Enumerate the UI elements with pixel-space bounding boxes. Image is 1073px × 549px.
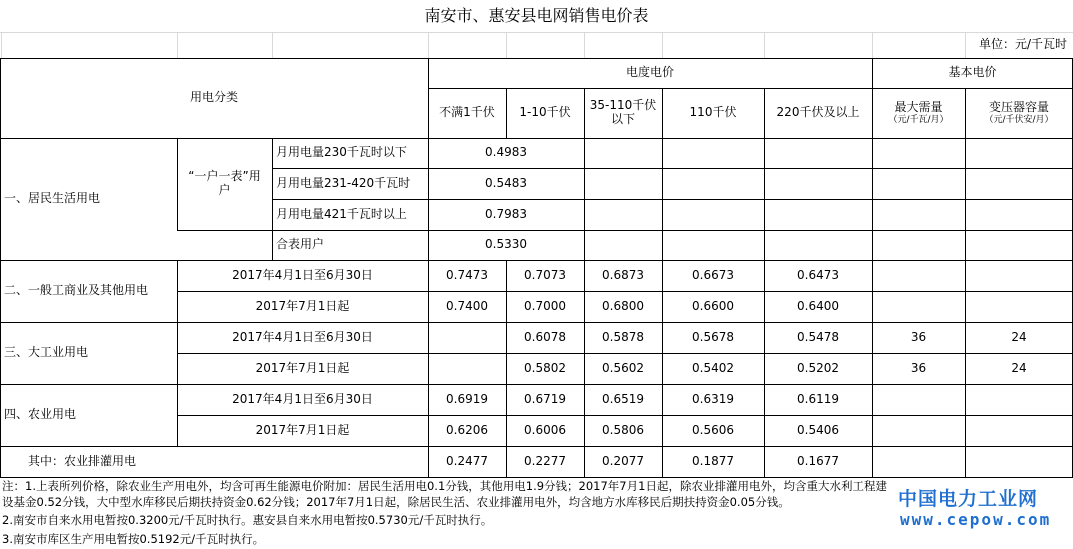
agriculture-period-2: 2017年7月1日起 — [255, 422, 350, 437]
tier3-label: 月用电量421千瓦时以上 — [276, 206, 407, 221]
agriculture-2-v1: 0.6206 — [446, 422, 488, 437]
industrial-1-demand: 36 — [910, 329, 927, 344]
watermark-name: 中国电力工业网 — [898, 488, 1039, 510]
grid-line — [965, 88, 966, 478]
commercial-1-v5: 0.6473 — [797, 267, 839, 282]
tier1-label: 月用电量230千瓦时以下 — [276, 145, 407, 160]
commercial-2-v1: 0.7400 — [446, 298, 488, 313]
commercial-period-2: 2017年7月1日起 — [255, 298, 350, 313]
note-line-4: 3.南安市库区生产用电暂按0.5192元/千瓦时执行。 — [2, 532, 265, 546]
industrial-2-v3: 0.5602 — [602, 360, 644, 375]
header-voltage-1: 不满1千伏 — [439, 105, 495, 120]
category-industrial: 三、大工业用电 — [4, 345, 89, 360]
grid-line — [506, 32, 507, 58]
header-transformer — [965, 88, 1073, 138]
irrigation-v4: 0.1877 — [692, 453, 734, 468]
commercial-2-v4: 0.6600 — [692, 298, 734, 313]
category-residential: 一、居民生活用电 — [4, 191, 101, 206]
industrial-1-capacity: 24 — [1011, 329, 1027, 344]
commercial-1-v3: 0.6873 — [602, 267, 644, 282]
unit-label: 单位：元/千瓦时 — [978, 37, 1067, 52]
commercial-1-v1: 0.7473 — [446, 267, 488, 282]
irrigation-v2: 0.2277 — [524, 453, 566, 468]
agriculture-2-v5: 0.5406 — [797, 422, 839, 437]
category-agriculture: 四、农业用电 — [4, 407, 77, 422]
industrial-2-demand: 36 — [910, 360, 927, 375]
header-voltage-5: 220千伏及以上 — [776, 105, 860, 120]
tier1-price: 0.4983 — [485, 145, 527, 160]
header-category: 用电分类 — [189, 90, 238, 105]
commercial-period-1: 2017年4月1日至6月30日 — [232, 267, 373, 282]
agriculture-period-1: 2017年4月1日至6月30日 — [232, 391, 373, 406]
category-commercial: 二、一般工商业及其他用电 — [4, 283, 149, 298]
page-title: 南安市、惠安县电网销售电价表 — [424, 5, 649, 25]
industrial-2-v2: 0.5802 — [524, 360, 566, 375]
agriculture-1-v1: 0.6919 — [446, 391, 488, 406]
header-transformer-label: 变压器容量 — [988, 99, 1049, 114]
note-line-3: 2.南安市自来水用电暂按0.3200元/千瓦时执行。惠安县自来水用电暂按0.5730元/千瓦时执行。 — [2, 513, 493, 527]
agriculture-2-v3: 0.5806 — [602, 422, 644, 437]
note-line-2: 设基金0.52分钱，大中型水库移民后期扶持资金0.62分钱；2017年7月1日起，除居民生活、农业排灌用电外，均含地方水库移民后期扶持资金0.05分钱。 — [2, 495, 790, 509]
irrigation-v5: 0.1677 — [797, 453, 839, 468]
commercial-2-v2: 0.7000 — [524, 298, 566, 313]
irrigation-v3: 0.2077 — [602, 453, 644, 468]
combined-label: 合表用户 — [276, 237, 325, 252]
household-label: “一户一表”用户 — [188, 169, 261, 197]
tier3-price: 0.7983 — [485, 206, 527, 221]
commercial-1-v2: 0.7073 — [524, 267, 566, 282]
agriculture-1-v4: 0.6319 — [692, 391, 734, 406]
industrial-2-v5: 0.5202 — [797, 360, 839, 375]
tier2-label: 月用电量231-420千瓦时 — [276, 175, 411, 190]
grid-line — [662, 32, 663, 58]
grid-line — [1, 32, 2, 58]
grid-line — [272, 32, 273, 58]
agriculture-2-v2: 0.6006 — [524, 422, 566, 437]
header-basic-price: 基本电价 — [948, 65, 997, 80]
header-max-demand — [872, 88, 965, 138]
header-voltage-2: 1-10千伏 — [519, 105, 571, 120]
commercial-2-v5: 0.6400 — [797, 298, 839, 313]
agriculture-2-v4: 0.5606 — [692, 422, 734, 437]
header-energy-price: 电度电价 — [625, 65, 674, 80]
industrial-2-v4: 0.5402 — [692, 360, 734, 375]
grid-line — [428, 32, 429, 58]
grid-line — [764, 32, 765, 58]
agriculture-1-v5: 0.6119 — [797, 391, 839, 406]
header-voltage-3: 35-110千伏以下 — [589, 98, 657, 126]
commercial-1-v4: 0.6673 — [692, 267, 734, 282]
irrigation-label: 其中：农业排灌用电 — [28, 453, 137, 468]
industrial-period-1: 2017年4月1日至6月30日 — [232, 329, 373, 344]
header-transformer-unit: （元/千伏安/月） — [984, 114, 1054, 125]
header-voltage-4: 110千伏 — [689, 105, 737, 120]
industrial-1-v4: 0.5678 — [692, 329, 734, 344]
grid-line — [177, 32, 178, 58]
agriculture-1-v3: 0.6519 — [602, 391, 644, 406]
industrial-1-v5: 0.5478 — [797, 329, 839, 344]
note-line-1: 注：1.上表所列价格，除农业生产用电外，均含可再生能源电价附加：居民生活用电0.1分钱，其他用电1.9分钱；2017年7月1日起，除农业排灌用电外，均含重大水利工程建 — [2, 479, 887, 493]
watermark-url: www.cepow.com — [900, 510, 1052, 529]
tier2-price: 0.5483 — [485, 175, 527, 190]
header-max-demand-unit: （元/千瓦/月） — [888, 114, 949, 125]
industrial-1-v3: 0.5878 — [602, 329, 644, 344]
grid-line — [584, 32, 585, 58]
agriculture-1-v2: 0.6719 — [524, 391, 566, 406]
commercial-2-v3: 0.6800 — [602, 298, 644, 313]
industrial-period-2: 2017年7月1日起 — [255, 360, 350, 375]
irrigation-v1: 0.2477 — [446, 453, 488, 468]
industrial-2-capacity: 24 — [1011, 360, 1027, 375]
header-max-demand-label: 最大需量 — [894, 99, 943, 114]
industrial-1-v2: 0.6078 — [524, 329, 566, 344]
combined-price: 0.5330 — [485, 237, 527, 252]
